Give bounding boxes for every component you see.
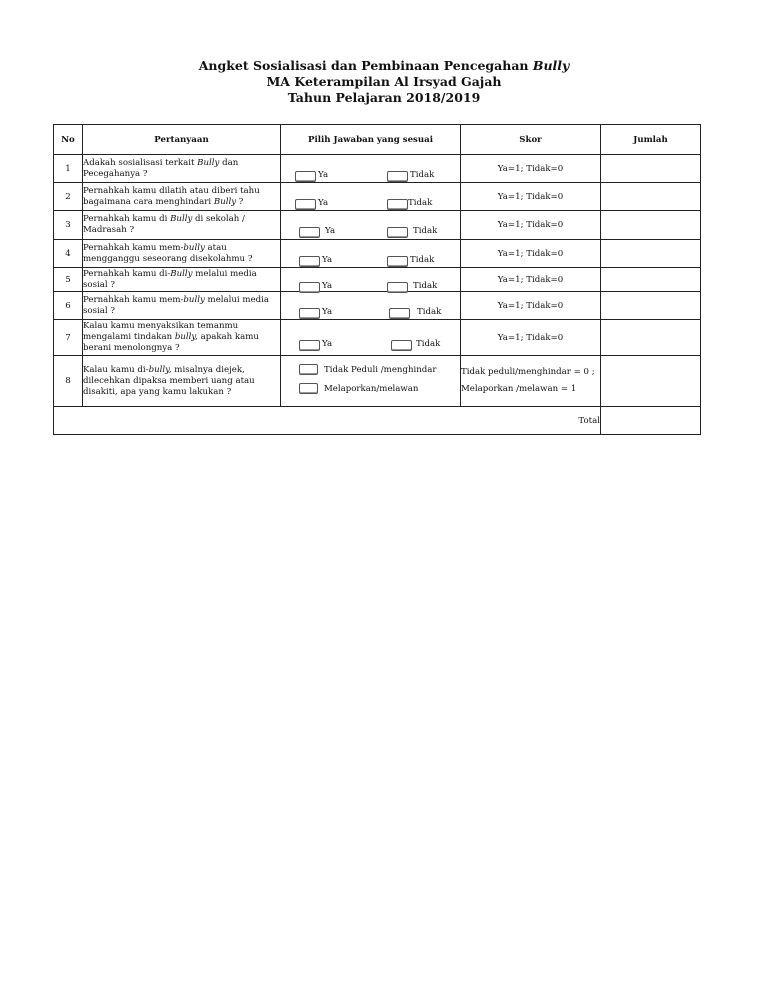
answer-options bbox=[281, 292, 461, 320]
survey-table bbox=[53, 124, 701, 435]
title-line-2: MA Keterampilan Al Irsyad Gajah bbox=[266, 74, 502, 89]
option-label: Ya bbox=[318, 169, 329, 180]
question-text: Kalau kamu di-bully, misalnya diejek, dilecehkan dipaksa memberi uang atau disakiti, apa yang kamu lakukan ? bbox=[83, 356, 281, 407]
total-cell[interactable] bbox=[601, 240, 701, 268]
checkbox[interactable] bbox=[299, 256, 320, 267]
option-label: Ya bbox=[318, 197, 329, 208]
total-row bbox=[54, 407, 701, 435]
row-number: 7 bbox=[54, 320, 83, 356]
score-rule: Ya=1; Tidak=0 bbox=[461, 268, 601, 292]
row-number: 8 bbox=[54, 356, 83, 407]
option-label: Tidak bbox=[413, 280, 438, 291]
checkbox[interactable] bbox=[299, 227, 320, 238]
option-yes[interactable] bbox=[299, 340, 332, 351]
option-yes[interactable] bbox=[295, 171, 328, 182]
grand-total-cell[interactable] bbox=[601, 407, 701, 435]
score-rule-a: Tidak peduli/menghindar = 0 ; bbox=[461, 367, 595, 377]
checkbox[interactable] bbox=[299, 308, 320, 319]
option-no[interactable] bbox=[387, 282, 437, 293]
answer-options bbox=[281, 155, 461, 183]
header-answer: Pilih Jawaban yang sesuai bbox=[281, 125, 461, 155]
row-number: 4 bbox=[54, 240, 83, 268]
option-label: Ya bbox=[322, 280, 333, 291]
title-line-1: Angket Sosialisasi dan Pembinaan Pencegahan Bully bbox=[198, 58, 570, 73]
option-label: Ya bbox=[322, 254, 333, 265]
checkbox[interactable] bbox=[389, 308, 410, 319]
total-cell[interactable] bbox=[601, 183, 701, 211]
question-text: Pernahkah kamu mem-bully atau mengganggu seseorang disekolahmu ? bbox=[83, 240, 281, 268]
checkbox[interactable] bbox=[387, 282, 408, 293]
score-rule: Ya=1; Tidak=0 bbox=[461, 183, 601, 211]
option-no[interactable] bbox=[389, 308, 441, 319]
table-row bbox=[54, 211, 701, 240]
checkbox[interactable] bbox=[391, 340, 412, 351]
option-label: Tidak bbox=[410, 169, 435, 180]
option-no[interactable] bbox=[387, 171, 434, 182]
header-total: Jumlah bbox=[601, 125, 701, 155]
score-rule: Ya=1; Tidak=0 bbox=[461, 320, 601, 356]
option-label: Ya bbox=[322, 338, 333, 349]
checkbox[interactable] bbox=[299, 364, 318, 375]
question-text: Pernahkah kamu dilatih atau diberi tahu bagaimana cara menghindari Bully ? bbox=[83, 183, 281, 211]
question-text: Kalau kamu menyaksikan temanmu mengalami tindakan bully, apakah kamu berani menolongnya ? bbox=[83, 320, 281, 356]
option-label: Tidak bbox=[410, 254, 435, 265]
row-number: 2 bbox=[54, 183, 83, 211]
checkbox[interactable] bbox=[387, 171, 408, 182]
option-yes[interactable] bbox=[295, 199, 328, 210]
table-row bbox=[54, 320, 701, 356]
header-no: No bbox=[54, 125, 83, 155]
total-cell[interactable] bbox=[601, 356, 701, 407]
answer-options bbox=[281, 240, 461, 268]
option-report[interactable] bbox=[299, 383, 418, 394]
option-no[interactable] bbox=[391, 340, 440, 351]
question-text: Pernahkah kamu di-Bully melalui media sosial ? bbox=[83, 268, 281, 292]
option-label: Tidak bbox=[408, 197, 433, 208]
title-line-3: Tahun Pelajaran 2018/2019 bbox=[287, 90, 481, 105]
answer-options bbox=[281, 320, 461, 356]
table-row bbox=[54, 268, 701, 292]
option-no[interactable] bbox=[387, 199, 432, 210]
table-row bbox=[54, 356, 701, 407]
checkbox[interactable] bbox=[295, 171, 316, 182]
question-text: Pernahkah kamu mem-bully melalui media sosial ? bbox=[83, 292, 281, 320]
checkbox[interactable] bbox=[299, 282, 320, 293]
score-rule: Ya=1; Tidak=0 bbox=[461, 240, 601, 268]
row-number: 1 bbox=[54, 155, 83, 183]
option-no[interactable] bbox=[387, 256, 434, 267]
option-label: Melaporkan/melawan bbox=[324, 383, 419, 394]
total-cell[interactable] bbox=[601, 320, 701, 356]
option-label: Ya bbox=[325, 226, 336, 236]
score-rule: Ya=1; Tidak=0 bbox=[461, 211, 601, 240]
option-label: Tidak Peduli /menghindar bbox=[324, 364, 437, 375]
question-text: Pernahkah kamu di Bully di sekolah / Madrasah ? bbox=[83, 211, 281, 240]
row-number: 3 bbox=[54, 211, 83, 240]
checkbox[interactable] bbox=[299, 383, 318, 394]
row-number: 6 bbox=[54, 292, 83, 320]
score-rule: Ya=1; Tidak=0 bbox=[461, 292, 601, 320]
total-cell[interactable] bbox=[601, 268, 701, 292]
checkbox[interactable] bbox=[387, 227, 408, 238]
option-yes[interactable] bbox=[299, 282, 332, 293]
score-rule: Ya=1; Tidak=0 bbox=[461, 155, 601, 183]
table-row bbox=[54, 240, 701, 268]
header-score: Skor bbox=[461, 125, 601, 155]
total-cell[interactable] bbox=[601, 155, 701, 183]
question-text: Adakah sosialisasi terkait Bully dan Pecegahanya ? bbox=[83, 155, 281, 183]
answer-options bbox=[281, 183, 461, 211]
option-ignore[interactable] bbox=[299, 364, 437, 375]
total-cell[interactable] bbox=[601, 211, 701, 240]
option-label: Tidak bbox=[417, 306, 442, 317]
answer-options bbox=[281, 211, 461, 240]
score-rule bbox=[461, 356, 601, 407]
answer-options bbox=[281, 356, 461, 407]
header-question: Pertanyaan bbox=[83, 125, 281, 155]
answer-options bbox=[281, 268, 461, 292]
document-title bbox=[0, 58, 768, 106]
checkbox[interactable] bbox=[295, 199, 316, 210]
table-row bbox=[54, 183, 701, 211]
table-header-row bbox=[54, 125, 701, 155]
option-label: Ya bbox=[322, 306, 333, 317]
checkbox[interactable] bbox=[387, 256, 408, 267]
total-label: Total bbox=[54, 407, 601, 435]
option-no[interactable] bbox=[387, 227, 437, 238]
checkbox[interactable] bbox=[387, 199, 408, 210]
option-yes[interactable] bbox=[299, 308, 332, 319]
row-number: 5 bbox=[54, 268, 83, 292]
option-yes[interactable] bbox=[299, 227, 335, 238]
option-label: Tidak bbox=[416, 338, 441, 349]
total-cell[interactable] bbox=[601, 292, 701, 320]
option-label: Tidak bbox=[413, 226, 438, 236]
table-row bbox=[54, 292, 701, 320]
table-row bbox=[54, 155, 701, 183]
score-rule-b: Melaporkan /melawan = 1 bbox=[461, 384, 577, 394]
checkbox[interactable] bbox=[299, 340, 320, 351]
option-yes[interactable] bbox=[299, 256, 332, 267]
